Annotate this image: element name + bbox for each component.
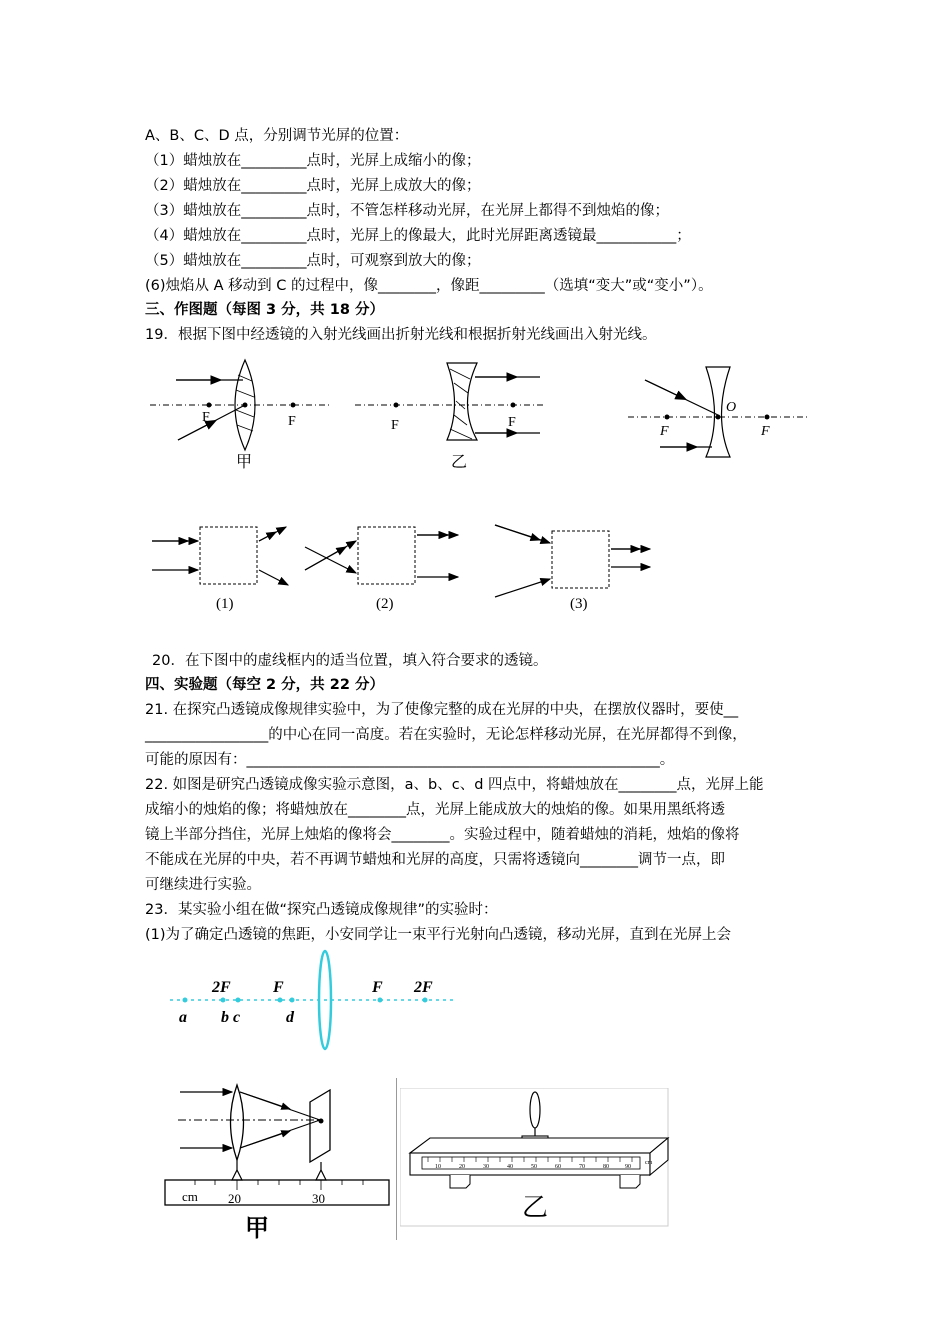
box-1	[152, 527, 288, 612]
figure-23-yi	[400, 1088, 670, 1228]
line-4: （3）蜡烛放在_________点时，不管怎样移动光屏，在光屏上都得不到烛焰的像；	[145, 203, 669, 219]
line-5: （4）蜡烛放在_________点时，光屏上的像最大，此时光屏距离透镜最___________；	[145, 228, 691, 244]
line-7: (6)烛焰从 A 移动到 C 的过程中，像________，像距_________（选填“变大”或“变小”）。	[145, 278, 713, 294]
line-3: （2）蜡烛放在_________点时，光屏上成放大的像；	[145, 178, 481, 194]
question-22-line-3: 镜上半部分挡住，光屏上烛焰的像将会________。实验过程中，随着蜡烛的消耗，烛焰的像将	[145, 827, 740, 843]
ruler-tick-30: 30	[312, 1191, 325, 1206]
label-a: a	[179, 1009, 187, 1026]
yi-tick-20: 20	[459, 1164, 465, 1170]
question-23-part-1: (1)为了确定凸透镜的焦距，小安同学让一束平行光射向凸透镜，移动光屏，直到在光屏上会	[145, 927, 732, 943]
question-21-line-1: 21. 在探究凸透镜成像规律实验中，为了使像完整的成在光屏的中央，在摆放仪器时，要使__	[145, 702, 739, 718]
yi-cm-label: cm	[645, 1160, 653, 1166]
question-21-line-2: _________________的中心在同一高度。若在实验时，无论怎样移动光屏，在光屏都得不到像，	[145, 727, 747, 743]
figure-23-jia	[160, 1080, 395, 1240]
yi-tick-10: 10	[435, 1164, 441, 1170]
box-3	[495, 525, 650, 612]
figure-19	[140, 355, 820, 475]
label-2f-left: 2F	[212, 979, 231, 996]
label-bc: b c	[221, 1009, 241, 1026]
yi-tick-50: 50	[531, 1164, 537, 1170]
caption-1: (1)	[216, 596, 234, 612]
line-1: A、B、C、D 点，分别调节光屏的位置：	[145, 128, 409, 144]
box-2	[305, 527, 458, 612]
section-3-heading: 三、作图题（每图 3 分，共 18 分）	[145, 302, 384, 318]
yi-tick-30: 30	[483, 1164, 489, 1170]
label-f-left-jia: F	[202, 410, 210, 425]
yi-tick-60: 60	[555, 1164, 561, 1170]
concave-lens-yi	[355, 363, 545, 471]
question-21-line-3: 可能的原因有：_________________________________________________________。	[145, 752, 675, 768]
yi-tick-40: 40	[507, 1164, 513, 1170]
label-f-left-yi: F	[391, 418, 399, 433]
line-6: （5）蜡烛放在_________点时，可观察到放大的像；	[145, 253, 481, 269]
figure-22-lens-axis	[165, 948, 465, 1058]
label-o-bing: O	[726, 400, 737, 415]
yi-tick-80: 80	[603, 1164, 609, 1170]
caption-yi-23: 乙	[522, 1193, 549, 1222]
label-f-right-yi: F	[508, 415, 516, 430]
figure-20	[140, 515, 670, 620]
section-4-heading: 四、实验题（每空 2 分，共 22 分）	[145, 677, 384, 693]
label-f-left-bing: F	[660, 424, 669, 439]
question-22-line-4: 不能成在光屏的中央，若不再调节蜡烛和光屏的高度，只需将透镜向________调节一点，即	[145, 852, 725, 868]
ruler-tick-20: 20	[228, 1191, 241, 1206]
label-2f-right: 2F	[414, 979, 433, 996]
question-22-line-5: 可继续进行实验。	[145, 877, 261, 893]
question-22-line-1: 22. 如图是研究凸透镜成像实验示意图，a、b、c、d 四点中，将蜡烛放在________点，光屏上能	[145, 777, 764, 793]
caption-yi: 乙	[451, 454, 468, 471]
yi-tick-90: 90	[625, 1164, 631, 1170]
yi-tick-70: 70	[579, 1164, 585, 1170]
concave-lens-bing	[628, 367, 808, 457]
ruler-cm-label: cm	[182, 1189, 198, 1204]
question-20: 20．在下图中的虚线框内的适当位置，填入符合要求的透镜。	[152, 653, 548, 669]
caption-jia: 甲	[236, 454, 253, 471]
line-2: （1）蜡烛放在_________点时，光屏上成缩小的像；	[145, 153, 481, 169]
label-f-left: F	[273, 979, 284, 996]
caption-jia-23: 甲	[245, 1216, 269, 1240]
question-23: 23．某实验小组在做“探究凸透镜成像规律”的实验时：	[145, 902, 498, 918]
figure-divider	[396, 1078, 397, 1240]
question-22-line-2: 成缩小的烛焰的像；将蜡烛放在________点，光屏上能成放大的烛焰的像。如果用黑纸将透	[145, 802, 725, 818]
label-f-right: F	[372, 979, 383, 996]
label-d: d	[286, 1009, 294, 1026]
question-19: 19．根据下图中经透镜的入射光线画出折射光线和根据折射光线画出入射光线。	[145, 327, 657, 343]
caption-3: (3)	[570, 596, 588, 612]
label-f-right-jia: F	[288, 414, 296, 429]
label-f-right-bing: F	[761, 424, 770, 439]
caption-2: (2)	[376, 596, 394, 612]
convex-lens-jia	[150, 360, 330, 471]
